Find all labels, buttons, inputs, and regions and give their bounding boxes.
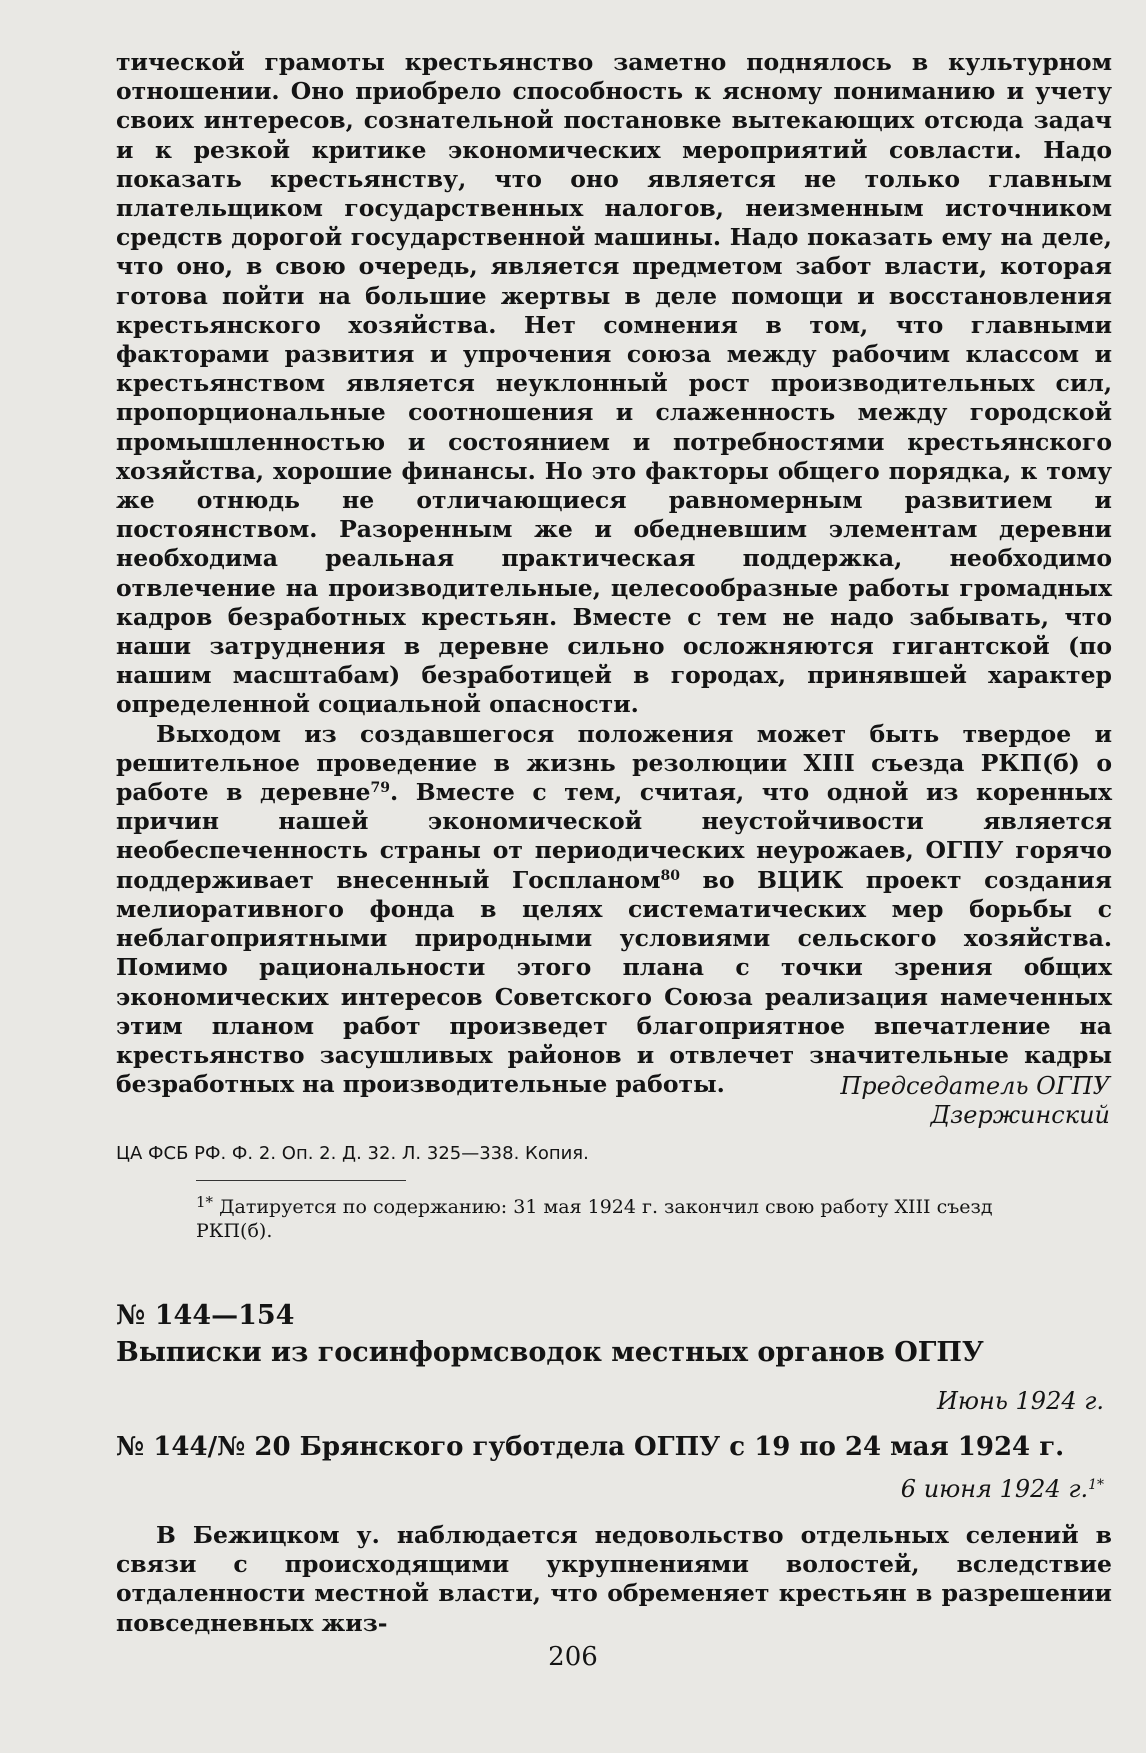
paragraph-1: тической грамоты крестьянство заметно поднялось в культурном отношении. Оно приобрело способность к ясному пониманию и учету своих интересов, сознательной постановке вытекающих отсюда задач и к резкой критике экономических мероприятий совласти. Надо показать крестьянству, что оно является не только главным плательщиком государственных налогов, неизменным источником средств дорогой государственной машины. Надо показать ему на деле, что оно, в свою очередь, является предметом забот власти, которая готова пойти на большие жертвы в деле помощи и восстановления крестьянского хозяйства. Нет сомнения в том, что главными факторами развития и упрочения союза между рабочим классом и крестьянством является неуклонный рост производительных сил, пропорциональные соотношения и слаженность между городской промышленностью и состоянием и потребностями крестьянского хозяйства, хорошие финансы. Но это факторы общего порядка, к тому же отнюдь не отличающиеся равномерным развитием и постоянством. Разоренным же и обедневшим элементам деревни необходима реальная практическая поддержка, необходимо отвлечение на производительные, целесообразные работы громадных кадров безработных крестьян. Вместе с тем не надо забывать, что наши затруднения в деревне сильно осложняются гигантской (по нашим масштабам) безработицей в городах, принявшей характер определенной социальной опасности.: [116, 48, 1112, 719]
paragraph-2-text-c: во ВЦИК проект создания мелиоративного фонда в целях систематических мер борьбы с неблагоприятными природными условиями сельского хозяйства. Помимо рациональности этого плана с точки зрения общих экономических интересов Советского Союза реализация намеченных этим планом работ произведет благоприятное впечатление на крестьянство засушливых районов и отвлечет значительные кадры безработных на производительные работы.: [116, 865, 1113, 1099]
section-date: Июнь 1924 г.: [936, 1387, 1104, 1415]
paragraph-2-text-a: Выходом из создавшегося положения может быть твердое и решительное проведение в жизнь резолюции XIII съезда РКП(б) о работе в деревне: [116, 719, 1112, 807]
page-number: 206: [548, 1642, 598, 1672]
main-text: [116, 48, 1112, 1099]
paragraph-2: [116, 720, 1112, 1100]
archive-reference: ЦА ФСБ РФ. Ф. 2. Оп. 2. Д. 32. Л. 325—338. Копия.: [116, 1143, 589, 1164]
paragraph-2-text-b: . Вместе с тем, считая, что одной из коренных причин нашей экономической неустойчивости является необеспеченность страны от периодических неурожаев, ОГПУ горячо поддерживает внесенный Госпланом: [116, 778, 1112, 894]
footnote: [196, 1190, 996, 1243]
document-number-range: № 144—154: [116, 1300, 295, 1331]
footnote-divider: [196, 1180, 406, 1181]
report-paragraph: В Бежицком у. наблюдается недовольство отдельных селений в связи с происходящими укрупнениями волостей, вследствие отдаленности местной власти, что обременяет крестьян в разрешении повседневных жиз-: [116, 1521, 1112, 1637]
report-date: [901, 1475, 1104, 1503]
signatory-name: Дзержинский: [930, 1101, 1110, 1129]
report-title: № 144/№ 20 Брянского губотдела ОГПУ с 19 по 24 мая 1924 г.: [116, 1432, 1065, 1462]
footnote-text: Датируется по содержанию: 31 мая 1924 г. закончил свою работу XIII съезд РКП(б).: [196, 1196, 993, 1242]
signatory-position: Председатель ОГПУ: [840, 1072, 1110, 1100]
report-text: [116, 1521, 1112, 1638]
report-date-text: 6 июня 1924 г.: [900, 1475, 1089, 1503]
endnote-ref-80: 80: [660, 867, 681, 884]
footnote-mark: 1*: [196, 1193, 214, 1211]
section-title: Выписки из госинформсводок местных органов ОГПУ: [116, 1337, 984, 1368]
report-date-note: 1*: [1088, 1477, 1104, 1493]
signature-block: [840, 1072, 1110, 1130]
endnote-ref-79: 79: [370, 780, 390, 797]
